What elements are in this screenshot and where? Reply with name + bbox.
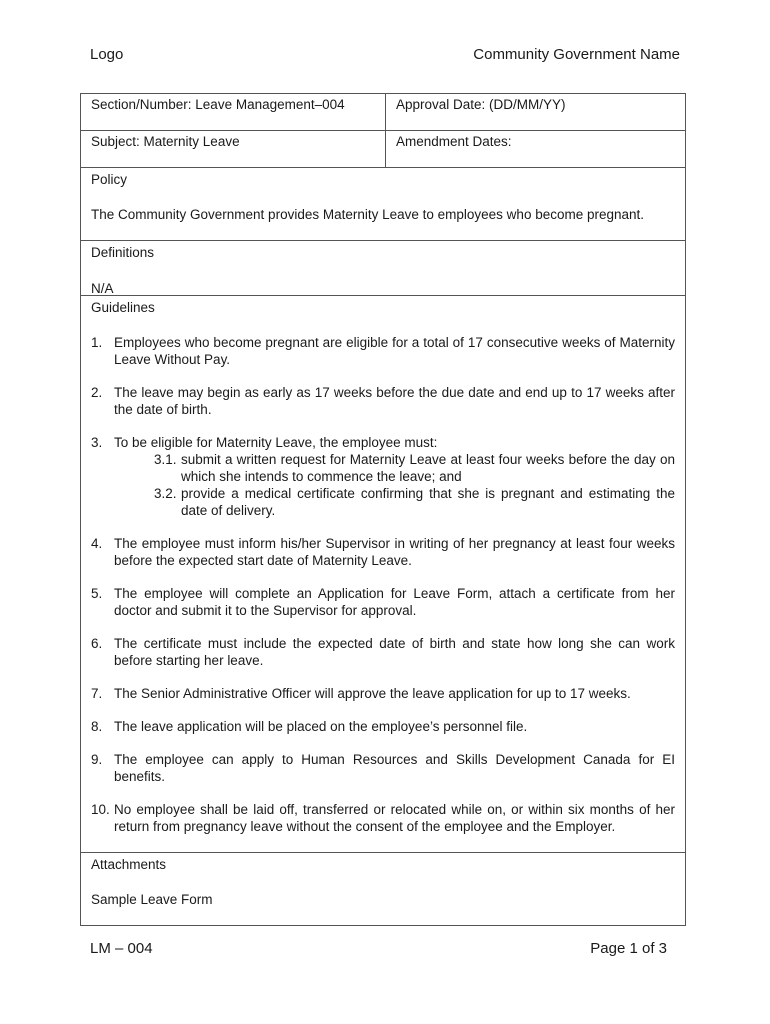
attachments-text: Sample Leave Form [91, 892, 213, 907]
item-number: 9. [91, 752, 103, 767]
policy-text: The Community Government provides Maternity Leave to employees who become pregnant. [91, 207, 645, 222]
item-number: 1. [91, 335, 103, 350]
list-item [91, 751, 675, 785]
item-text: No employee shall be laid off, transferred or relocated while on, or within six months of her return from pregnancy leave without the consent of the employee and the Employer. [114, 802, 675, 834]
definitions-section [81, 241, 685, 296]
definitions-text: N/A [91, 281, 114, 296]
item-text: The leave application will be placed on the employee’s personnel file. [114, 719, 528, 734]
attachments-title: Attachments [91, 857, 167, 872]
item-text: The employee will complete an Application for Leave Form, attach a certificate from her doctor and submit it to the Supervisor for approval. [114, 586, 675, 618]
approval-date: Approval Date: (DD/MM/YY) [396, 97, 566, 112]
sub-item-number: 3.1. [154, 452, 177, 467]
table-row-subject [81, 131, 685, 168]
section-number: Section/Number: Leave Management–004 [81, 94, 386, 130]
item-number: 6. [91, 636, 103, 651]
org-name: Community Government Name [473, 46, 680, 63]
list-item [91, 585, 675, 619]
list-item [91, 801, 675, 835]
guidelines-list [91, 334, 675, 835]
policy-title: Policy [91, 172, 128, 187]
list-item [91, 384, 675, 418]
item-number: 3. [91, 435, 103, 450]
list-item [91, 334, 675, 368]
item-number: 5. [91, 586, 103, 601]
sub-item-number: 3.2. [154, 486, 177, 501]
list-item [91, 434, 675, 519]
policy-section [81, 168, 685, 241]
item-text: The employee can apply to Human Resources and Skills Development Canada for EI benefits. [114, 752, 675, 784]
attachments-section [81, 853, 685, 925]
item-text-block [114, 434, 675, 519]
guidelines-section [81, 296, 685, 853]
list-item [91, 635, 675, 669]
sub-list-item [154, 451, 675, 485]
list-item [91, 535, 675, 569]
list-item [91, 685, 675, 702]
item-text: The Senior Administrative Officer will approve the leave application for up to 17 weeks. [114, 686, 631, 701]
subject: Subject: Maternity Leave [81, 131, 386, 167]
item-text: Employees who become pregnant are eligible for a total of 17 consecutive weeks of Maternity Leave Without Pay. [114, 335, 675, 367]
policy-table [80, 93, 686, 926]
sub-item-text: provide a medical certificate confirming that she is pregnant and estimating the date of delivery. [181, 486, 675, 518]
item-number: 8. [91, 719, 103, 734]
item-number: 7. [91, 686, 103, 701]
item-text: The leave may begin as early as 17 weeks before the due date and end up to 17 weeks after the date of birth. [114, 385, 675, 417]
item-text: The certificate must include the expected date of birth and state how long she can work before starting her leave. [114, 636, 675, 668]
item-number: 2. [91, 385, 103, 400]
item-number: 10. [91, 802, 110, 817]
list-item [91, 718, 675, 735]
page-number: Page 1 of 3 [590, 940, 667, 957]
item-number: 4. [91, 536, 103, 551]
sub-list-item [154, 485, 675, 519]
guidelines-title: Guidelines [91, 300, 155, 315]
item-text: The employee must inform his/her Supervisor in writing of her pregnancy at least four weeks before the expected start date of Maternity Leave. [114, 536, 675, 568]
item-text: To be eligible for Maternity Leave, the employee must: [114, 435, 438, 450]
table-row-section [81, 94, 685, 131]
logo-placeholder: Logo [90, 46, 124, 63]
definitions-title: Definitions [91, 245, 155, 260]
amendment-dates: Amendment Dates: [396, 134, 512, 149]
sub-item-text: submit a written request for Maternity Leave at least four weeks before the day on which she intends to commence the leave; and [181, 452, 675, 484]
sub-list [114, 451, 675, 519]
doc-code: LM – 004 [90, 940, 153, 957]
